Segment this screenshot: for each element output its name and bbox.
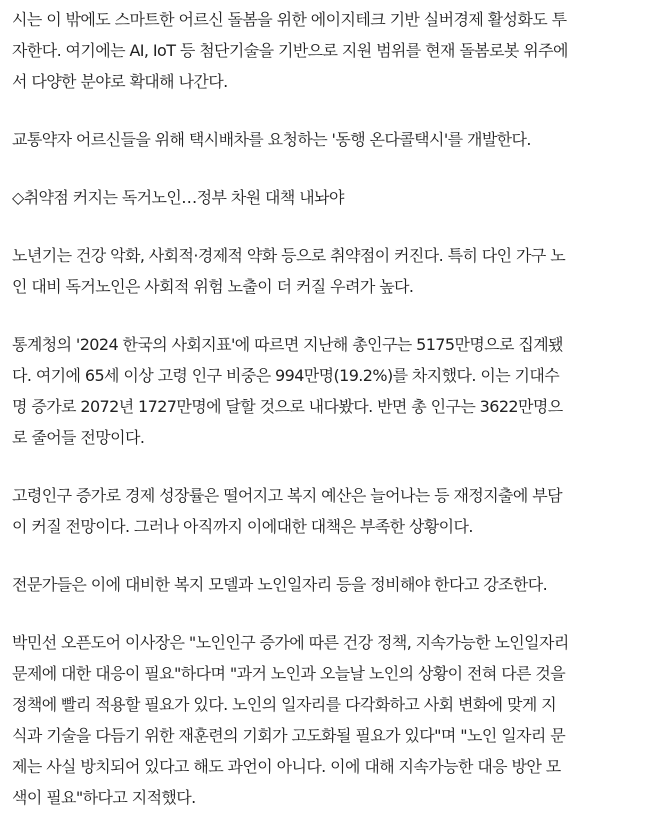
paragraph-gap: [12, 302, 659, 329]
paragraph-gap: [12, 453, 659, 480]
paragraph-line: 명 증가로 2072년 1727만명에 달할 것으로 내다봤다. 반면 총 인구는 3622만명으: [12, 397, 563, 416]
paragraph-taxi-service: [12, 124, 659, 155]
paragraph-line: 정책에 빨리 적용할 필요가 있다. 노인의 일자리를 다각화하고 사회 변화에 맞게 지: [12, 695, 557, 714]
paragraph-line: 박민선 오픈도어 이사장은 "노인인구 증가에 따른 건강 정책, 지속가능한 노인일자리: [12, 633, 569, 652]
paragraph-line: 다. 여기에 65세 이상 고령 인구 비중은 994만명(19.2%)를 차지했다. 이는 기대수: [12, 366, 560, 385]
paragraph-line: 통계청의 '2024 한국의 사회지표'에 따르면 지난해 총인구는 5175만명으로 집계됐: [12, 335, 563, 354]
paragraph-line: 색이 필요"하다고 지적했다.: [12, 788, 196, 807]
paragraph-line: 인 대비 독거노인은 사회적 위험 노출이 더 커질 우려가 높다.: [12, 277, 414, 296]
paragraph-experts: [12, 569, 659, 600]
paragraph-gap: [12, 155, 659, 182]
paragraph-silver-economy: [12, 4, 659, 97]
paragraph-line: 이 커질 전망이다. 그러나 아직까지 이에대한 대책은 부족한 상황이다.: [12, 517, 473, 536]
paragraph-line: 시는 이 밖에도 스마트한 어르신 돌봄을 위한 에이지테크 기반 실버경제 활성화도 투: [12, 10, 567, 29]
paragraph-vulnerability: [12, 240, 659, 302]
paragraph-statistics: [12, 329, 659, 453]
paragraph-gap: [12, 97, 659, 124]
paragraph-line: 서 다양한 분야로 확대해 나간다.: [12, 72, 228, 91]
paragraph-quote: [12, 627, 659, 813]
paragraph-line: 노년기는 건강 악화, 사회적·경제적 약화 등으로 취약점이 커진다. 특히 다인 가구 노: [12, 246, 566, 265]
paragraph-line: 전문가들은 이에 대비한 복지 모델과 노인일자리 등을 정비해야 한다고 강조한다.: [12, 575, 548, 594]
paragraph-line: 로 줄어들 전망이다.: [12, 428, 145, 447]
paragraph-line: 교통약자 어르신들을 위해 택시배차를 요청하는 '동행 온다콜택시'를 개발한다.: [12, 130, 531, 149]
paragraph-line: 식과 기술을 다듬기 위한 재훈련의 기회가 고도화될 필요가 있다"며 "노인 일자리 문: [12, 726, 566, 745]
paragraph-gap: [12, 213, 659, 240]
subheading-line: ◇취약점 커지는 독거노인…정부 차원 대책 내놔야: [12, 188, 344, 207]
paragraph-line: 자한다. 여기에는 AI, IoT 등 첨단기술을 기반으로 지원 범위를 현재 돌봄로봇 위주에: [12, 41, 568, 60]
paragraph-line: 제는 사실 방치되어 있다고 해도 과언이 아니다. 이에 대해 지속가능한 대응 방안 모: [12, 757, 561, 776]
paragraph-line: 고령인구 증가로 경제 성장률은 떨어지고 복지 예산은 늘어나는 등 재정지출에 부담: [12, 486, 562, 505]
paragraph-gap: [12, 542, 659, 569]
section-subheading: [12, 182, 659, 213]
paragraph-gap: [12, 600, 659, 627]
paragraph-line: 문제에 대한 대응이 필요"하다며 "과거 노인과 오늘날 노인의 상황이 전혀 다른 것을: [12, 664, 566, 683]
paragraph-fiscal-burden: [12, 480, 659, 542]
